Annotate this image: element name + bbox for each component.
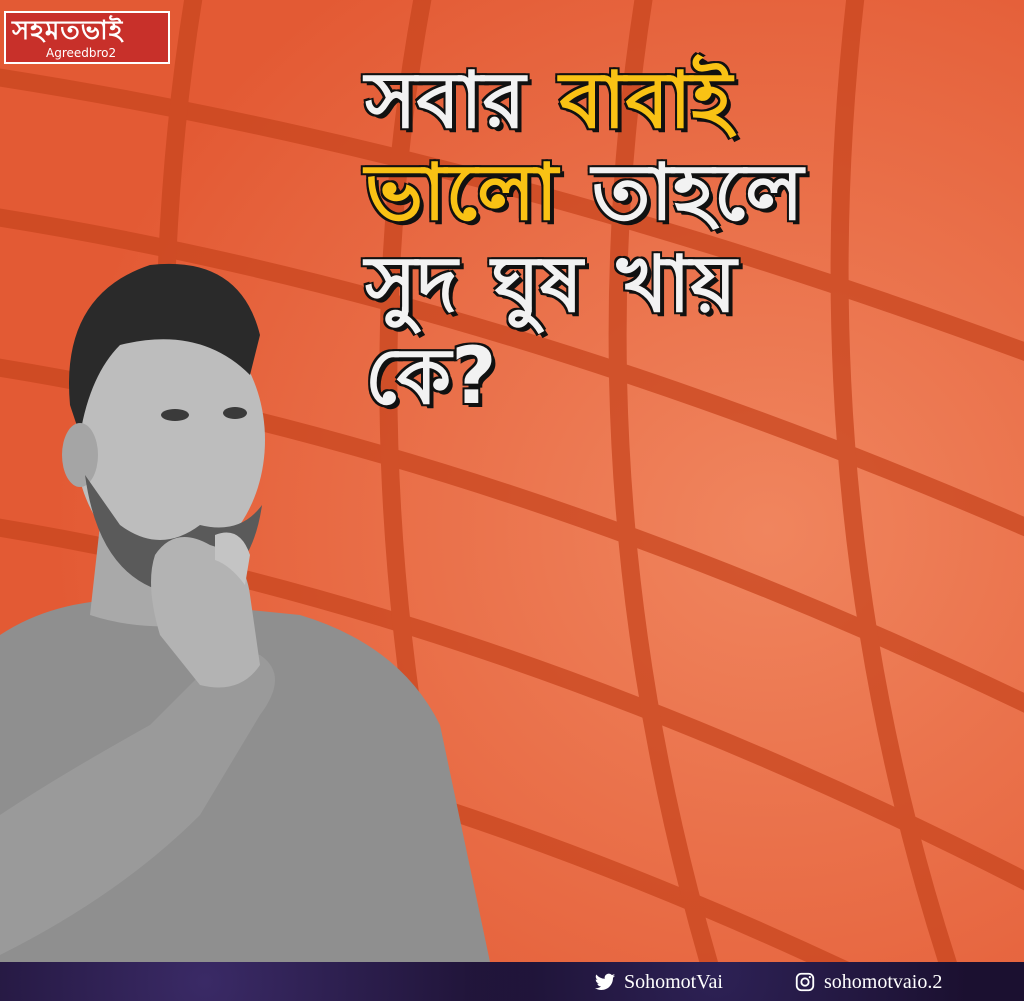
headline-line-1 <box>355 55 935 147</box>
instagram-icon <box>794 971 816 993</box>
headline-word: কে? <box>365 332 497 422</box>
headline-word-highlight: ভালো <box>365 148 558 238</box>
footer-bar <box>0 962 1024 1001</box>
headline-word: খায় <box>616 240 737 330</box>
headline-word: ঘুষ <box>491 240 583 330</box>
brand-logo <box>4 11 170 64</box>
instagram-handle[interactable] <box>794 970 942 994</box>
eye <box>223 407 247 419</box>
headline-word: সুদ <box>365 240 458 330</box>
logo-subtitle: Agreedbro2 <box>46 46 117 60</box>
headline-word: তাহলে <box>591 148 804 238</box>
headline-word: সবার <box>365 56 526 146</box>
thinking-man-photo <box>0 255 500 962</box>
headline-word-highlight: বাবাই <box>559 56 733 146</box>
twitter-handle[interactable] <box>594 970 723 994</box>
eye <box>161 409 189 421</box>
twitter-handle-text: SohomotVai <box>624 971 723 993</box>
twitter-icon <box>594 971 616 993</box>
instagram-handle-text: sohomotvaio.2 <box>824 971 943 993</box>
headline-line-2 <box>355 147 935 239</box>
logo-title: সহমতভাই <box>12 16 124 46</box>
ear <box>62 423 98 487</box>
